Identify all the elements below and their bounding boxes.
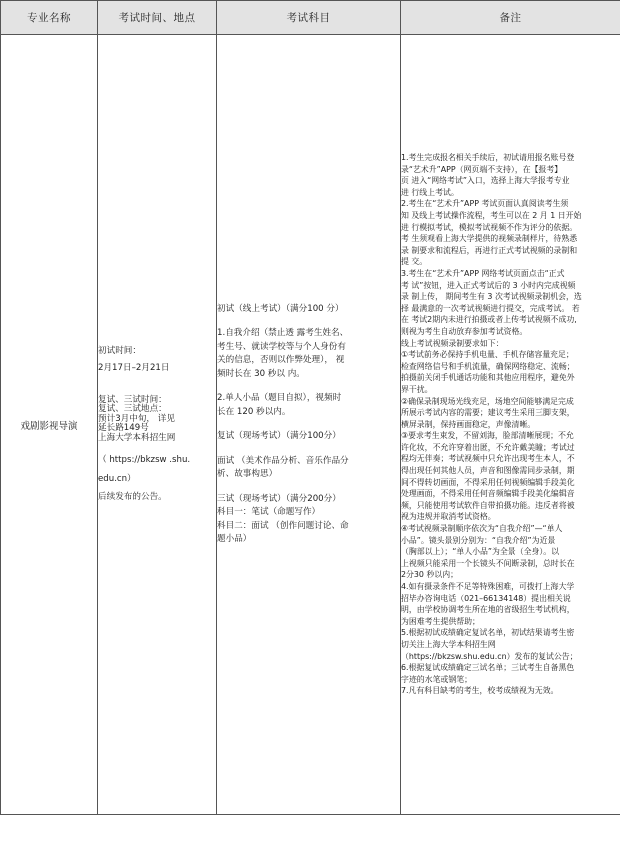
- header-row: [1, 1, 620, 35]
- major-name: 戏剧影视导演: [1, 35, 98, 815]
- note-line: 小品”。镜头景别分别为：“自我介绍”为近景: [401, 535, 556, 545]
- header-major: 专业名称: [1, 1, 98, 35]
- note-line: 切关注上海大学本科招生网: [401, 639, 496, 649]
- prelim-time-label: 初试时间：: [98, 345, 141, 356]
- note-line: 程均无伴奏；考试视频中只允许出现考生本人，不: [401, 454, 575, 464]
- note-line: 许化妆，不允许穿着出匿，不允许戴美瞳；考试过: [401, 442, 575, 452]
- note-line: 横屏录制，保持画面稳定，声像清晰。: [401, 419, 536, 429]
- prelim-title: 初试（线上考试）（满分100 分）: [217, 303, 344, 314]
- note-line: 录 制上传， 期间考生有 3 次考试视频录制机会，选: [401, 292, 582, 302]
- note-line: 录“艺术升”APP（网页端不支持），在【报考】: [401, 164, 563, 174]
- admission-url-cont: edu.cn）: [98, 474, 136, 485]
- header-time-location: 考试时间、地点: [98, 1, 217, 35]
- note-line: 录 制要求和流程后，再进行正式考试视频的录制和: [401, 245, 578, 255]
- note-line: 检查网络信号和手机流量，确保网络稳定、流畅；: [401, 361, 575, 371]
- table-row: [1, 35, 620, 815]
- note-line: 知 及线上考试操作流程，考生可以在 2 月 1 日开始: [401, 211, 582, 221]
- note-line: ②确保录制现场光线充足，场地空间能够满足完成: [401, 396, 574, 406]
- later-announcement: 后续发布的公告。: [98, 492, 167, 503]
- admission-url: （ https://bkzsw .shu.: [98, 455, 191, 466]
- note-line: 视为违规并取消考试资格。: [401, 512, 496, 522]
- note-line: 3.考生在“艺术升”APP 网络考试页面点击“正式: [401, 268, 565, 278]
- note-line: 线上考试视频录制要求如下：: [401, 338, 504, 348]
- notes-list: [401, 152, 620, 697]
- note-line: 招毕办咨询电话（021–66134148）提出相关说: [401, 593, 571, 603]
- third-item: 题小品）: [217, 534, 252, 544]
- third-title: 三试（现场考试）（满分200分）: [217, 493, 341, 504]
- note-line: 进 行线上考试。: [401, 187, 459, 197]
- note-line: 进 行模拟考试，模拟考试视频不作为评分的依据。: [401, 222, 578, 232]
- retest-line-4: 延长路149号: [98, 423, 149, 434]
- item1-line: 频时长在 30 秒以 内。: [217, 368, 305, 379]
- note-line: 字迹的水笔或钢笔；: [401, 674, 473, 684]
- item1-line: 考生号、就读学校等与个人身份有: [217, 341, 346, 352]
- retest-line-5: 上海大学本科招生网: [98, 432, 176, 443]
- item2-line: 2.单人小品（题目自拟），视频时: [217, 393, 342, 403]
- interview-line: 析、故事构思）: [217, 469, 278, 479]
- subjects-cell: [217, 35, 401, 815]
- header-notes: 备注: [401, 1, 620, 35]
- note-line: ③要求考生束发，不留刘海，脸部清晰展现；不允: [401, 431, 574, 441]
- item1-line: 1.自我介绍（禁止透 露考生姓名、: [217, 328, 349, 338]
- item1-line: 关的信息，否则以作弊处理）， 视: [217, 355, 345, 365]
- note-line: 页 进入“网络考试”入口，选择上海大学报考专业: [401, 176, 570, 186]
- note-line: 6.根据复试成绩确定三试名单；三试考生自备黑色: [401, 663, 575, 673]
- note-line: 1.考生完成报名相关手续后，初试请用报名账号登: [401, 153, 575, 163]
- note-line: 界干扰。: [401, 384, 433, 394]
- time-location-cell: [98, 35, 217, 815]
- note-line: 考 生须观看上海大学提供的视频录制样片，待熟悉: [401, 234, 578, 244]
- note-line: 处理画面，不得采用任何音频编辑手段美化编辑音: [401, 489, 575, 499]
- note-line: 拍摄前关闭手机通话功能和其他应用程序，避免外: [401, 373, 575, 383]
- note-line: 择 最满意的一次考试视频进行提交，完成考试。 若: [401, 303, 580, 313]
- note-line: 提 交。: [401, 257, 428, 267]
- third-item: 科目二：面试 （创作问题讨论、命: [217, 520, 349, 531]
- prelim-dates: 2月17日–2月21日: [98, 362, 170, 373]
- note-line: 间不得转切画面，不得采用任何视频编辑手段美化: [401, 477, 575, 487]
- note-line: 则视为考生自动放弃参加考试资格。: [401, 326, 528, 336]
- note-line: 得出现任何其他人员，声音和图像需同步录制，期: [401, 466, 575, 476]
- third-item: 科目一：笔试（命题写作）: [217, 507, 321, 517]
- note-line: 2.考生在“艺术升”APP 考试页面认真阅读考生须: [401, 199, 569, 209]
- item2-line: 长在 120 秒以内。: [217, 406, 291, 417]
- note-line: 7.凡有科目缺考的考生，校考成绩视为无效。: [401, 686, 559, 696]
- note-line: 5.根据初试成绩确定复试名单，初试结果请考生密: [401, 628, 575, 638]
- retest-title: 复试（现场考试）（满分100分）: [217, 431, 341, 441]
- interview-line: 面试 （美术作品分析、音乐作品分: [217, 455, 349, 466]
- retest-line-3: 预计3月中旬， 详见: [98, 413, 175, 424]
- note-line: 考 试”按钮，进入正式考试后的 3 小时内完成视频: [401, 280, 576, 290]
- retest-line-2: 复试、三试地点：: [98, 404, 167, 415]
- retest-line-1: 复试、三试时间：: [98, 394, 167, 405]
- note-line: 为困难考生提供帮助；: [401, 616, 480, 626]
- notes-cell: [401, 35, 620, 815]
- note-line: 2分30 秒以内；: [401, 570, 459, 580]
- note-line: 在 考试2期内未进行拍摄或者上传考试视频不成功,: [401, 315, 577, 325]
- note-line: （胸部以上）；“单人小品”为全景（全身）。以: [401, 547, 560, 557]
- note-line: 上视频只能采用一个长镜头不间断录制，总时长在: [401, 558, 575, 568]
- note-line: 明，由学校协调考生所在地的省级招生考试机构，: [401, 605, 575, 615]
- note-line: ①考试前务必保持手机电量、手机存储容量充足；: [401, 350, 574, 360]
- header-subjects: 考试科目: [217, 1, 401, 35]
- note-line: 频，只能使用考试软件自带拍摄功能。违反者将被: [401, 500, 575, 510]
- note-line: 所展示考试内容的需要；建议考生采用三脚支架，: [401, 408, 575, 418]
- note-line: 4.如有摄录条件不足等特殊困难，可拨打上海大学: [401, 582, 575, 592]
- note-line: （https://bkzsw.shu.edu.cn）发布的复试公告；: [401, 651, 578, 661]
- note-line: ④考试视频录制顺序依次为“自我介绍”—“单人: [401, 524, 563, 534]
